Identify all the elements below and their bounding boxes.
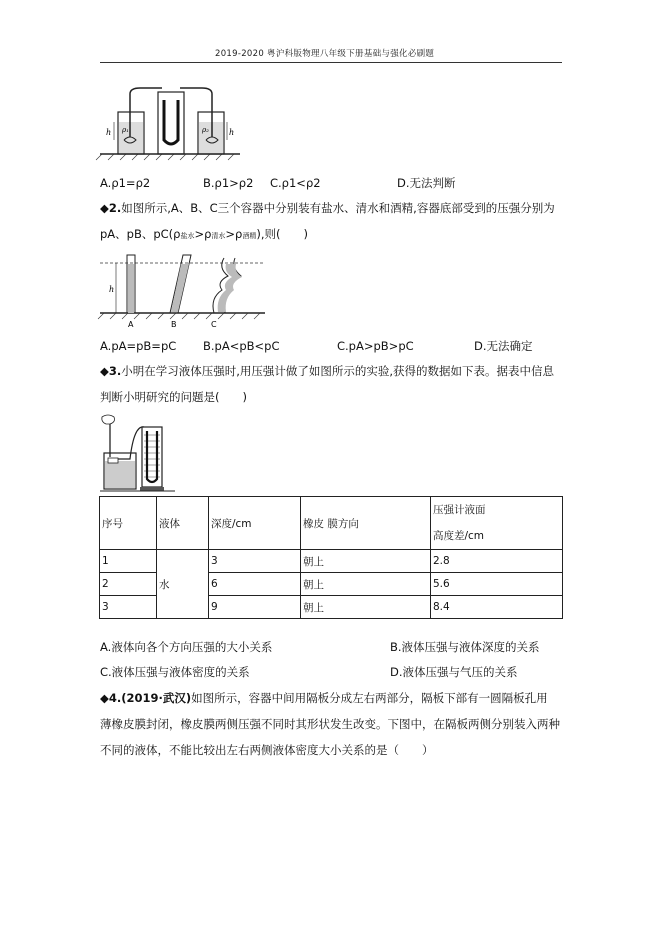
q2-small-3: 酒精 xyxy=(242,232,257,240)
table-cell-membrane: 朝上 xyxy=(301,596,431,619)
q2-text-line2-suffix: ),则( ) xyxy=(256,227,308,241)
q2-option-b: B.pA<pB<pC xyxy=(203,339,280,353)
q4-text-line1: 如图所示，容器中间用隔板分成左右两部分，隔板下部有一圆隔板孔用 xyxy=(191,691,548,705)
table-row xyxy=(100,550,563,573)
table-cell-index: 3 xyxy=(100,596,157,619)
q2-stem-line2 xyxy=(100,229,308,241)
q3-option-b: B.液体压强与液体深度的关系 xyxy=(390,640,540,654)
q1-option-c: C.ρ1<ρ2 xyxy=(270,176,321,190)
table-cell-index: 2 xyxy=(100,573,157,596)
q2-option-a: A.pA=pB=pC xyxy=(100,339,177,353)
q2-option-d: D.无法确定 xyxy=(474,339,533,353)
q2-fig-label-c: C xyxy=(211,320,217,329)
q1-option-b: B.ρ1>ρ2 xyxy=(203,176,254,190)
q3-stem-line2: 判断小明研究的问题是( ) xyxy=(100,390,247,404)
table-header-height-diff-line2: 高度差/cm xyxy=(433,530,485,542)
table-header-depth: 深度/cm xyxy=(209,497,301,550)
table-cell-height-diff: 2.8 xyxy=(431,550,563,573)
table-header-liquid: 液体 xyxy=(157,497,209,550)
table-cell-height-diff: 5.6 xyxy=(431,573,563,596)
q3-data-table xyxy=(99,496,563,619)
q1-fig-label-h-right: h xyxy=(229,128,235,137)
page-header-title: 2019-2020 粤沪科版物理八年级下册基础与强化必刷题 xyxy=(215,49,435,59)
q1-fig-label-rho1: ρ₁ xyxy=(122,126,129,134)
q2-fig-label-b: B xyxy=(171,320,177,329)
q4-marker: ◆4. xyxy=(100,691,122,705)
header-rule xyxy=(100,62,562,63)
table-cell-liquid: 水 xyxy=(157,550,209,619)
q2-option-c: C.pA>pB>pC xyxy=(337,339,414,353)
q2-fig-label-a: A xyxy=(128,320,134,329)
q4-stem-line2: 薄橡皮膜封闭，橡皮膜两侧压强不同时其形状发生改变。下图中，在隔板两侧分别装入两种 xyxy=(100,717,560,731)
q3-stem-line1 xyxy=(100,366,554,378)
q2-text-line1: 如图所示,A、B、C三个容器中分别装有盐水、清水和酒精,容器底部受到的压强分别为 xyxy=(121,201,555,215)
table-cell-depth: 9 xyxy=(209,596,301,619)
q1-option-d: D.无法判断 xyxy=(397,176,456,190)
table-header-membrane: 橡皮 膜方向 xyxy=(301,497,431,550)
q4-source: (2019·武汉) xyxy=(121,691,192,705)
table-header-row xyxy=(100,497,563,550)
table-cell-depth: 6 xyxy=(209,573,301,596)
table-header-height-diff-line1: 压强计液面 xyxy=(433,504,486,516)
q2-mid-1: >ρ xyxy=(194,227,212,241)
q1-fig-label-h-left: h xyxy=(106,128,112,137)
table-header-height-diff xyxy=(431,497,563,550)
q1-figure xyxy=(100,82,240,162)
q3-option-c: C.液体压强与液体密度的关系 xyxy=(100,665,250,679)
table-cell-index: 1 xyxy=(100,550,157,573)
q3-marker: ◆3. xyxy=(100,364,122,378)
q2-fig-label-h: h xyxy=(109,285,115,294)
table-cell-membrane: 朝上 xyxy=(301,573,431,596)
q2-mid-2: >ρ xyxy=(225,227,243,241)
q2-figure xyxy=(100,250,265,330)
q2-text-line2-prefix: pA、pB、pC(ρ xyxy=(100,227,181,241)
q3-option-a: A.液体向各个方向压强的大小关系 xyxy=(100,640,273,654)
q2-small-1: 盐水 xyxy=(180,232,195,240)
q1-option-a: A.ρ1=ρ2 xyxy=(100,176,151,190)
q2-stem-line1 xyxy=(100,203,555,215)
q2-small-2: 清水 xyxy=(211,232,226,240)
q2-marker: ◆2. xyxy=(100,201,122,215)
q1-fig-label-rho2: ρ₂ xyxy=(202,126,209,134)
table-cell-height-diff: 8.4 xyxy=(431,596,563,619)
table-cell-membrane: 朝上 xyxy=(301,550,431,573)
table-cell-depth: 3 xyxy=(209,550,301,573)
q4-stem-line3: 不同的液体，不能比较出左右两侧液体密度大小关系的是（ ） xyxy=(100,743,434,757)
q3-figure xyxy=(100,415,175,495)
table-header-index: 序号 xyxy=(100,497,157,550)
q4-stem-line1 xyxy=(100,693,548,705)
q3-text-line1: 小明在学习液体压强时,用压强计做了如图所示的实验,获得的数据如下表。据表中信息 xyxy=(121,364,555,378)
q3-option-d: D.液体压强与气压的关系 xyxy=(390,665,518,679)
